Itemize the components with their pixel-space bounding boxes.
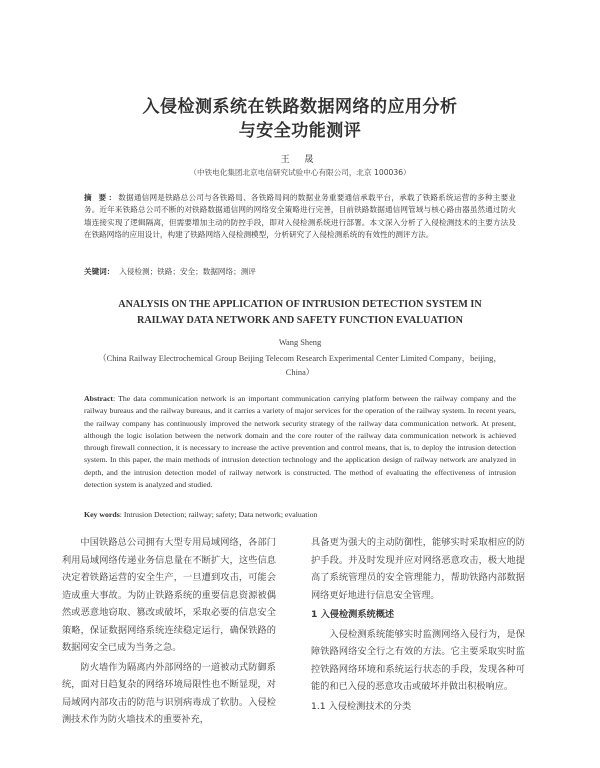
- english-abstract-label: Abstract: [84, 394, 114, 403]
- english-author: Wang Sheng: [278, 338, 322, 347]
- chinese-keywords-label: 关键词：: [84, 267, 115, 276]
- chinese-affiliation: （中铁电化集团北京电信研究试验中心有限公司，北京 100036）: [189, 168, 411, 177]
- subsection-heading: 1.1 入侵检测技术的分类: [311, 700, 412, 712]
- body-paragraph: 入侵检测系统能够实时监测网络入侵行为，是保障铁路网络安全行之有效的方法。它主要采取实时监控铁路网络环境和系统运行状态的手段，发现各种可能的和已入侵的恶意攻击或破坏并做出积极响应。: [311, 628, 525, 692]
- english-affiliation-line-1: （China Railway Electrochemical Group Beijing Telecom Research Experimental Center Limited Company，beijing，: [98, 354, 502, 363]
- body-paragraph: 防火墙作为隔离内外部网络的一道被动式防御系统，面对日趋复杂的网络环境局限性也不断显现，对局域网内部攻击的防范与识别病毒成了软肋。入侵检测技术作为防火墙技术的重要补充，: [62, 661, 276, 725]
- english-affiliation-line-2: China）: [285, 368, 315, 377]
- chinese-keywords-text: 入侵检测；铁路；安全；数据网络；测评: [119, 267, 256, 276]
- chinese-abstract-label: 摘 要：: [84, 193, 119, 202]
- english-title-line-1: ANALYSIS ON THE APPLICATION OF INTRUSION DETECTION SYSTEM IN: [118, 299, 482, 310]
- chinese-title-line-1: 入侵检测系统在铁路数据网络的应用分析: [142, 97, 458, 117]
- section-heading: 1 入侵检测系统概述: [311, 609, 395, 620]
- english-title-line-2: RAILWAY DATA NETWORK AND SAFETY FUNCTION EVALUATION: [136, 315, 464, 326]
- chinese-title-line-2: 与安全功能测评: [238, 121, 362, 141]
- chinese-keywords: [84, 266, 516, 277]
- english-keywords-text: : Intrusion Detection; railway; safety; Data network; evaluation: [119, 510, 318, 519]
- chinese-author: 王 晟: [280, 155, 320, 165]
- body-column-right: [311, 534, 525, 715]
- body-column-left: [62, 534, 276, 729]
- english-abstract: [84, 393, 516, 491]
- chinese-abstract-text: 数据通信网是铁路总公司与各铁路局、各铁路局间的数据业务重要通信承载平台，承载了铁路系统运营的多种主要业务。近年来铁路总公司不断的对铁路数据通信网的网络安全策略进行完善，目前铁路数据通信网管域与核心路由器虽然通过防火墙连接实现了逻辑隔离，但需要增加主动的防控手段，即对入侵检测系统进行部署。本文深入分析了入侵检测技术的主要方法及在铁路网络的应用设计，构建了铁路网络入侵检测模型，分析研究了入侵检测系统的有效性的测评方法。: [84, 193, 516, 240]
- chinese-abstract: [84, 192, 516, 242]
- english-keywords: [84, 510, 516, 519]
- body-paragraph: 具备更为强大的主动防御性，能够实时采取相应的防护手段。并及时发现并应对网络恶意攻击，极大地提高了系统管理员的安全管理能力，帮助铁路内部数据网络更好地进行信息安全管理。: [311, 537, 525, 601]
- english-keywords-label: Key words: [84, 510, 120, 519]
- english-abstract-text: : The data communication network is an important communication carrying platform between the railway company and the railway bureaus and the railway bureaus, and it carries a variety of major services for the operation of the railway system. In recent years, the railway company has continuously improved the network security strategy of the railway data communication network. At present, although the logic isolation between the network domain and the core router of the railway data communication network is achieved through firewall connection, it is necessary to increase the active prevention and control means, that is, to deploy the intrusion detection system. In this paper, the main methods of intrusion detection technology and the application design of railway network are analyzed in depth, and the intrusion detection model of railway network is constructed. The method of evaluating the effectiveness of intrusion detection system is analyzed and studied.: [84, 394, 516, 490]
- body-paragraph: 中国铁路总公司拥有大型专用局域网络，各部门利用局域网络传递业务信息量在不断扩大，这些信息决定着铁路运营的安全生产，一旦遭到攻击，可能会造成重大事故。为防止铁路系统的重要信息资源被偶然或恶意地窃取、篡改或破坏，采取必要的信息安全策略，保证数据网络系统连续稳定运行，确保铁路的数据网安全已成为当务之急。: [62, 537, 276, 653]
